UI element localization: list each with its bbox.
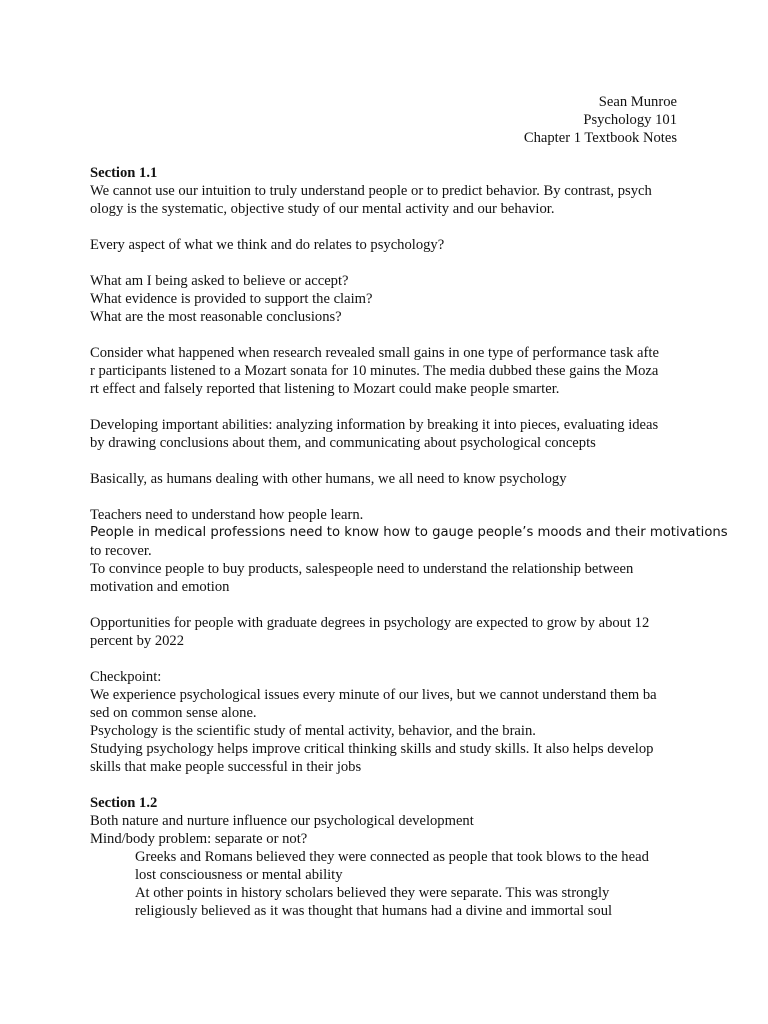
paragraph-line: To convince people to buy products, salespeople need to understand the relationship between (90, 561, 634, 577)
paragraph-line: We cannot use our intuition to truly understand people or to predict behavior. By contrast, psych (90, 183, 652, 199)
paragraph-line: Teachers need to understand how people learn. (90, 507, 364, 523)
paragraph-line: Consider what happened when research revealed small gains in one type of performance task afte (90, 345, 659, 361)
paragraph-line: motivation and emotion (90, 579, 230, 595)
section-heading: Section 1.1 (90, 165, 158, 181)
checkpoint-line: sed on common sense alone. (90, 705, 257, 721)
checkpoint-line: We experience psychological issues every minute of our lives, but we cannot understand them ba (90, 687, 657, 703)
author-name: Sean Munroe (598, 94, 677, 110)
question-line: What evidence is provided to support the claim? (90, 291, 373, 307)
checkpoint-line: Studying psychology helps improve critical thinking skills and study skills. It also helps develop (90, 741, 654, 757)
section-heading: Section 1.2 (90, 795, 158, 811)
paragraph-line: People in medical professions need to know how to gauge people’s moods and their motivations (90, 525, 728, 540)
indented-line: lost consciousness or mental ability (135, 867, 343, 883)
checkpoint-label: Checkpoint: (90, 669, 162, 685)
paragraph-line: Every aspect of what we think and do relates to psychology? (90, 237, 445, 253)
checkpoint-line: skills that make people successful in their jobs (90, 759, 362, 775)
document-body (90, 164, 728, 920)
document-header (524, 93, 677, 147)
indented-line: religiously believed as it was thought that humans had a divine and immortal soul (135, 903, 613, 919)
paragraph-line: rt effect and falsely reported that listening to Mozart could make people smarter. (90, 381, 560, 397)
paragraph-line: Opportunities for people with graduate degrees in psychology are expected to grow by about 12 (90, 615, 650, 631)
paragraph-line: Both nature and nurture influence our psychological development (90, 813, 474, 829)
paragraph-line: Basically, as humans dealing with other humans, we all need to know psychology (90, 471, 567, 487)
paragraph-line: Mind/body problem: separate or not? (90, 831, 308, 847)
document-title: Chapter 1 Textbook Notes (523, 130, 677, 146)
question-line: What are the most reasonable conclusions? (90, 309, 342, 325)
paragraph-line: to recover. (90, 543, 152, 559)
question-line: What am I being asked to believe or accept? (90, 273, 349, 289)
paragraph-line: by drawing conclusions about them, and communicating about psychological concepts (90, 435, 596, 451)
course-name: Psychology 101 (583, 112, 677, 128)
indented-line: At other points in history scholars believed they were separate. This was strongly (135, 885, 610, 901)
paragraph-line: Developing important abilities: analyzing information by breaking it into pieces, evaluating ideas (90, 417, 659, 433)
checkpoint-line: Psychology is the scientific study of mental activity, behavior, and the brain. (90, 723, 536, 739)
paragraph-line: r participants listened to a Mozart sonata for 10 minutes. The media dubbed these gains the Moza (90, 363, 659, 379)
paragraph-line: ology is the systematic, objective study of our mental activity and our behavior. (90, 201, 555, 217)
indented-line: Greeks and Romans believed they were connected as people that took blows to the head (135, 849, 649, 865)
paragraph-line: percent by 2022 (90, 633, 185, 649)
